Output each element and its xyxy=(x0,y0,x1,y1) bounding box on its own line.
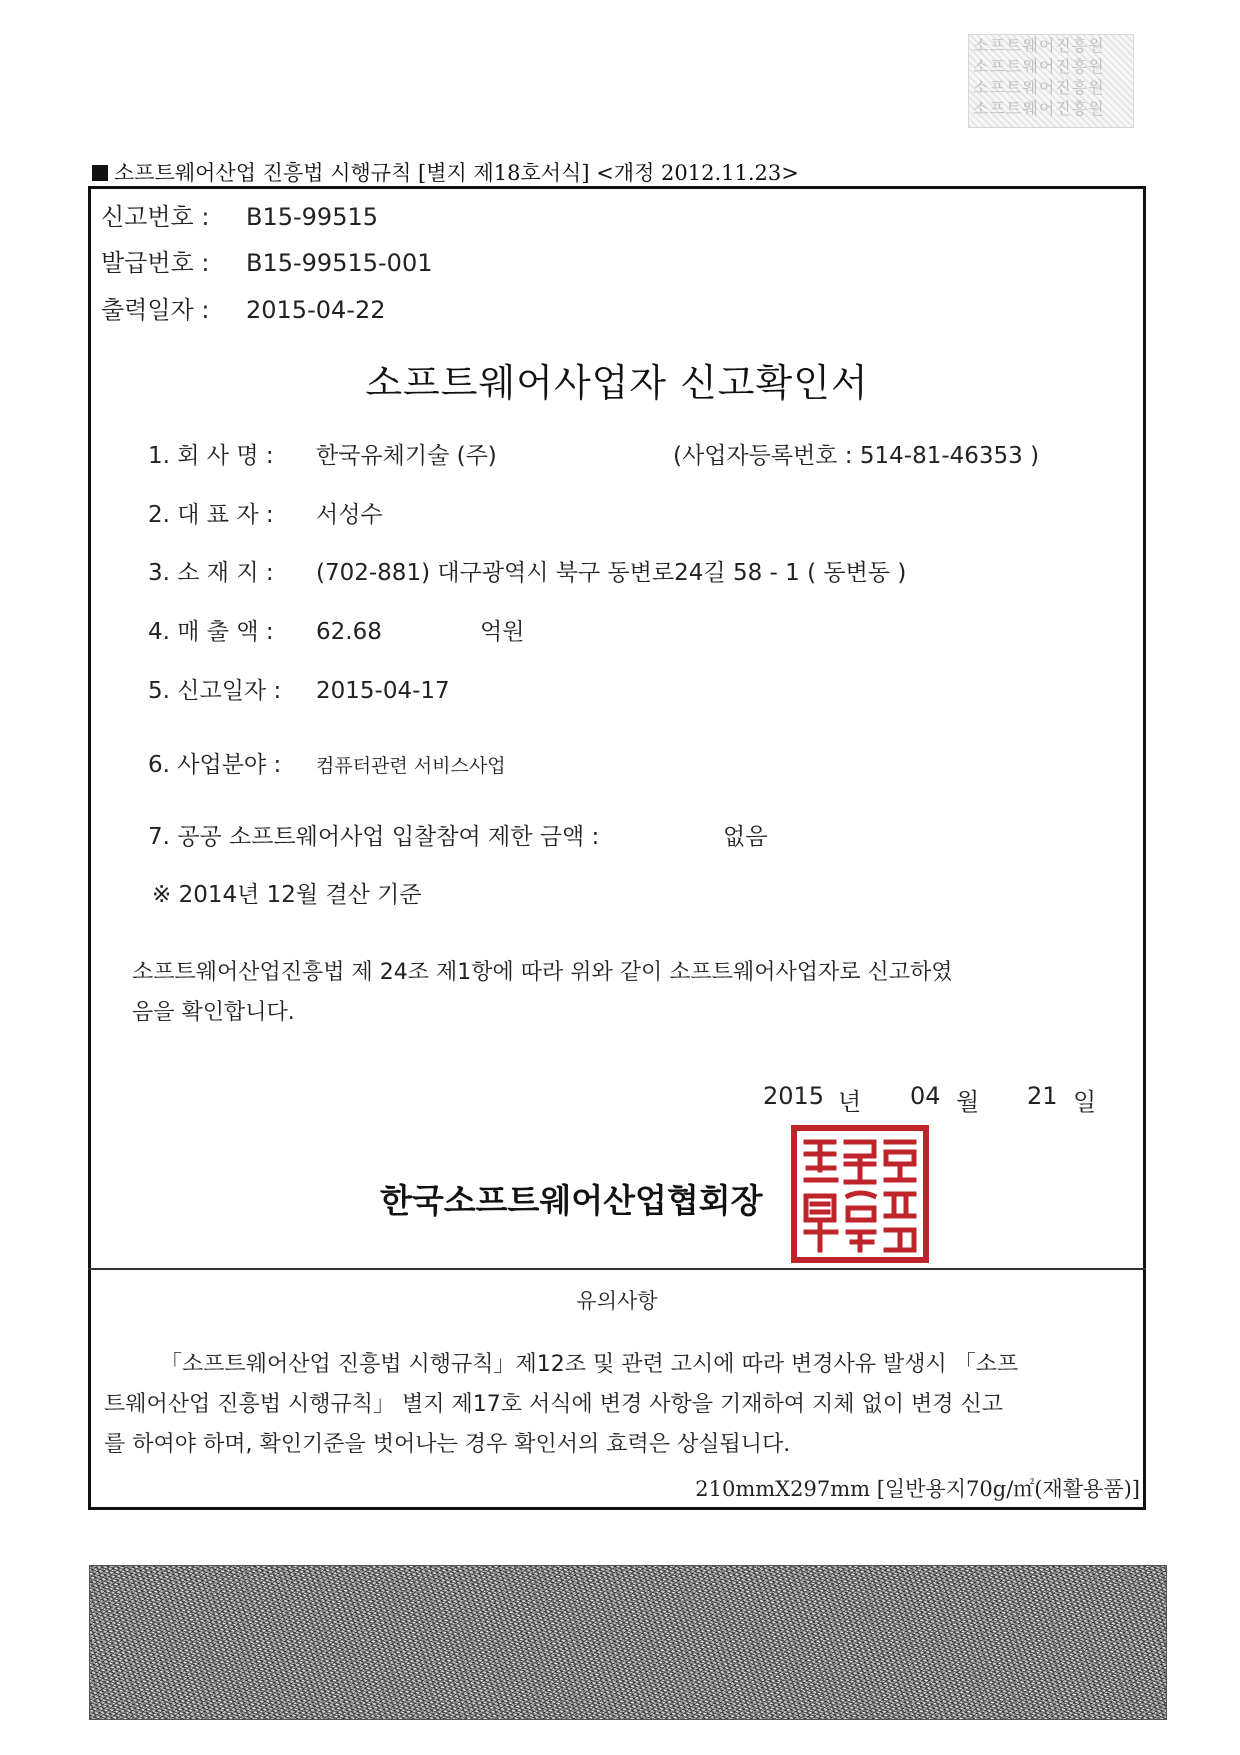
date-year: 2015 xyxy=(763,1082,825,1110)
report-number-label: 신고번호 : xyxy=(101,203,210,231)
issue-number-label: 발급번호 : xyxy=(101,249,210,277)
company-row xyxy=(148,437,497,470)
sales-label: 4. 매 출 액 : xyxy=(148,619,274,645)
sales-value: 62.68 xyxy=(316,619,382,645)
watermark xyxy=(968,34,1134,128)
settlement-note: ※ 2014년 12월 결산 기준 xyxy=(152,882,422,908)
business-registration-number: (사업자등록번호 : 514-81-46353 ) xyxy=(673,443,1040,469)
date-year-unit: 년 xyxy=(838,1088,862,1116)
notice-line-2: 트웨어산업 진흥법 시행규칙」 별지 제17호 서식에 변경 사항을 기재하여 지체 없이 변경 신고 xyxy=(104,1392,1003,1417)
date-month-unit: 월 xyxy=(956,1088,980,1116)
notice-line-1: 「소프트웨어산업 진흥법 시행규칙」제12조 및 관련 고시에 따라 변경사유 발생시 「소프 xyxy=(160,1352,1019,1377)
document-title: 소프트웨어사업자 신고확인서 xyxy=(365,361,869,405)
sales-row xyxy=(148,613,382,646)
ceo-name: 서성수 xyxy=(316,502,383,528)
report-date-label: 5. 신고일자 : xyxy=(148,678,282,704)
notice-body xyxy=(104,1345,1144,1465)
form-reference-text: 소프트웨어산업 진흥법 시행규칙 [별지 제18호서식] <개정 2012.11.23> xyxy=(114,161,799,185)
date-month: 04 xyxy=(910,1082,941,1110)
form-reference xyxy=(92,157,799,187)
date-day-unit: 일 xyxy=(1073,1088,1097,1116)
report-date: 2015-04-17 xyxy=(316,678,450,704)
ceo-row xyxy=(148,496,383,529)
print-date-row xyxy=(101,290,385,325)
confirmation-line-2: 음을 확인합니다. xyxy=(132,1000,295,1025)
issue-number: B15-99515-001 xyxy=(246,249,433,277)
notice-line-3: 를 하여야 하며, 확인기준을 벗어나는 경우 확인서의 효력은 상실됩니다. xyxy=(104,1432,791,1457)
watermark-line: 소프트웨어진흥원 xyxy=(973,99,1105,118)
notice-title: 유의사항 xyxy=(576,1289,658,1313)
report-number-row xyxy=(101,197,378,232)
bid-limit-row xyxy=(148,818,599,851)
date-day: 21 xyxy=(1027,1082,1058,1110)
issuer-name: 한국소프트웨어산업협회장 xyxy=(380,1181,763,1220)
ceo-label: 2. 대 표 자 : xyxy=(148,502,274,528)
address-row xyxy=(148,554,906,587)
print-date: 2015-04-22 xyxy=(246,296,386,324)
business-field-label: 6. 사업분야 : xyxy=(148,752,282,778)
security-noise-pattern xyxy=(89,1565,1167,1720)
address-label: 3. 소 재 지 : xyxy=(148,560,274,586)
watermark-line: 소프트웨어진흥원 xyxy=(973,36,1105,55)
official-seal-icon xyxy=(790,1124,930,1264)
square-bullet-icon xyxy=(92,165,108,181)
company-name: 한국유체기술 (주) xyxy=(316,443,497,469)
bid-limit-value: 없음 xyxy=(723,824,768,850)
company-label: 1. 회 사 명 : xyxy=(148,443,274,469)
watermark-line: 소프트웨어진흥원 xyxy=(973,57,1105,76)
watermark-line: 소프트웨어진흥원 xyxy=(973,78,1105,97)
report-number: B15-99515 xyxy=(246,203,379,231)
issue-number-row xyxy=(101,243,432,278)
bid-limit-label: 7. 공공 소프트웨어사업 입찰참여 제한 금액 : xyxy=(148,824,600,850)
print-date-label: 출력일자 : xyxy=(101,296,210,324)
business-field: 컴퓨터관련 서비스사업 xyxy=(316,755,506,777)
section-divider xyxy=(88,1268,1146,1270)
address: (702-881) 대구광역시 북구 동변로24길 58 - 1 ( 동변동 ) xyxy=(316,560,907,586)
confirmation-line-1: 소프트웨어산업진흥법 제 24조 제1항에 따라 위와 같이 소프트웨어사업자로 신고하였 xyxy=(132,960,953,985)
report-date-row xyxy=(148,672,450,705)
sales-unit: 억원 xyxy=(480,619,525,645)
business-field-row xyxy=(148,746,506,779)
paper-spec: 210mmX297mm [일반용지70g/㎡(재활용품)] xyxy=(695,1477,1140,1501)
